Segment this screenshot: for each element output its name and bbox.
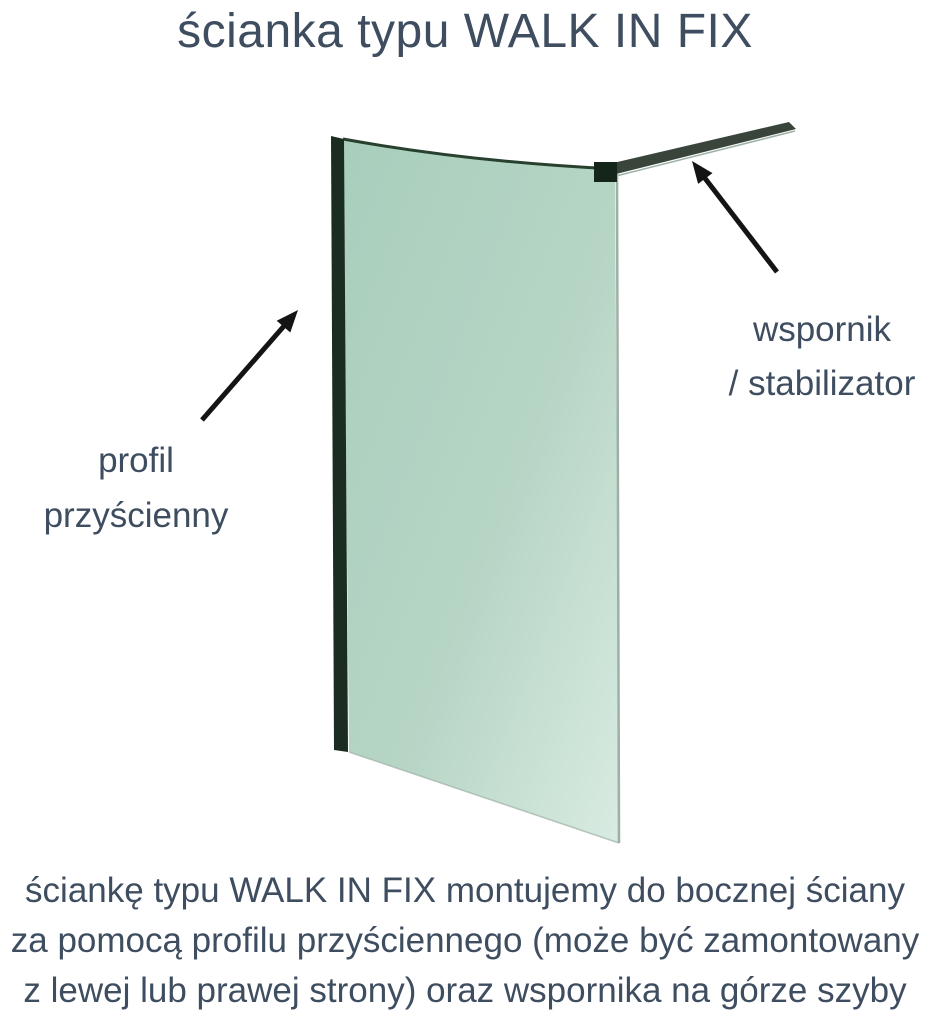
label-stabilizer-line1: wspornik: [752, 310, 892, 349]
stabilizer-bar: [613, 122, 796, 174]
label-wall-profile-line1: profil: [98, 441, 174, 480]
label-wall-profile: [0, 433, 272, 543]
label-wall-profile-line2: przyścienny: [43, 496, 229, 535]
stabilizer-bracket: [594, 162, 617, 182]
page-title: ścianka typu WALK IN FIX: [177, 5, 753, 58]
caption-line-2: za pomocą profilu przyściennego (może być zamontowany: [10, 921, 920, 960]
arrow-to-wall-profile-icon: [202, 310, 298, 420]
label-stabilizer-line2: / stabilizator: [728, 364, 916, 403]
caption-line-1: ściankę typu WALK IN FIX montujemy do bocznej ściany: [25, 871, 905, 910]
arrow-to-stabilizer-icon: [692, 161, 777, 272]
caption-line-3: z lewej lub prawej strony) oraz wspornika na górze szyby: [23, 971, 907, 1010]
glass-panel: [343, 139, 619, 843]
label-stabilizer: [672, 303, 930, 411]
caption: [0, 866, 930, 1016]
